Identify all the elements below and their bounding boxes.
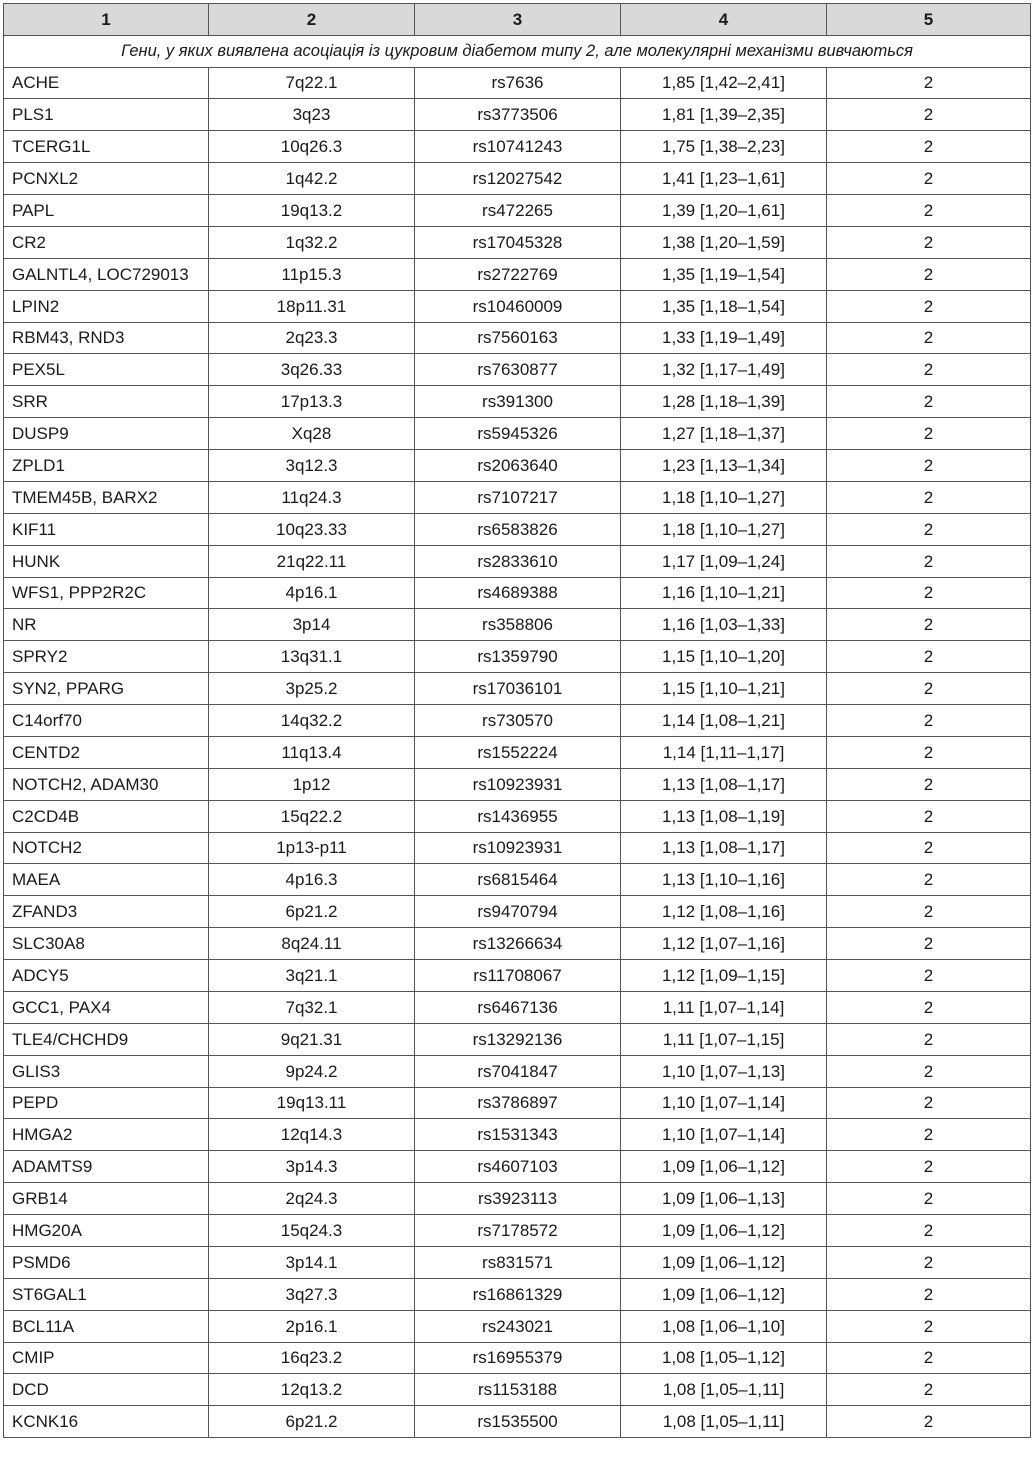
- locus-cell: 10q23.33: [209, 513, 415, 545]
- table-row: [4, 226, 1031, 258]
- evidence-level-cell: 2: [827, 1406, 1031, 1438]
- odds-ratio-cell: 1,41 [1,23–1,61]: [621, 163, 827, 195]
- snp-cell: rs10923931: [415, 832, 621, 864]
- gene-cell: SYN2, PPARG: [4, 673, 209, 705]
- snp-cell: rs6815464: [415, 864, 621, 896]
- gene-cell: CENTD2: [4, 736, 209, 768]
- odds-ratio-cell: 1,17 [1,09–1,24]: [621, 545, 827, 577]
- evidence-level-cell: 2: [827, 736, 1031, 768]
- table-row: [4, 896, 1031, 928]
- locus-cell: 19q13.11: [209, 1087, 415, 1119]
- gene-cell: MAEA: [4, 864, 209, 896]
- locus-cell: 10q26.3: [209, 131, 415, 163]
- table-body: [4, 36, 1031, 1438]
- locus-cell: 3q23: [209, 99, 415, 131]
- table-row: [4, 577, 1031, 609]
- table-row: [4, 1406, 1031, 1438]
- evidence-level-cell: 2: [827, 322, 1031, 354]
- section-title: Гени, у яких виявлена асоціація із цукровим діабетом типу 2, але молекулярні механізми вивчаються: [4, 36, 1031, 68]
- gene-cell: PAPL: [4, 195, 209, 227]
- table-row: [4, 736, 1031, 768]
- snp-cell: rs3786897: [415, 1087, 621, 1119]
- locus-cell: 11q13.4: [209, 736, 415, 768]
- gene-cell: SRR: [4, 386, 209, 418]
- evidence-level-cell: 2: [827, 577, 1031, 609]
- gene-cell: PCNXL2: [4, 163, 209, 195]
- table-row: [4, 1278, 1031, 1310]
- gene-cell: GALNTL4, LOC729013: [4, 258, 209, 290]
- snp-cell: rs5945326: [415, 418, 621, 450]
- evidence-level-cell: 2: [827, 354, 1031, 386]
- snp-cell: rs1153188: [415, 1374, 621, 1406]
- odds-ratio-cell: 1,15 [1,10–1,20]: [621, 641, 827, 673]
- gene-cell: CMIP: [4, 1342, 209, 1374]
- header-row: [4, 4, 1031, 36]
- table-row: [4, 67, 1031, 99]
- locus-cell: 15q24.3: [209, 1215, 415, 1247]
- evidence-level-cell: 2: [827, 768, 1031, 800]
- table-row: [4, 131, 1031, 163]
- odds-ratio-cell: 1,28 [1,18–1,39]: [621, 386, 827, 418]
- gene-cell: HMGA2: [4, 1119, 209, 1151]
- odds-ratio-cell: 1,13 [1,08–1,19]: [621, 800, 827, 832]
- odds-ratio-cell: 1,35 [1,19–1,54]: [621, 258, 827, 290]
- snp-cell: rs831571: [415, 1246, 621, 1278]
- odds-ratio-cell: 1,75 [1,38–2,23]: [621, 131, 827, 163]
- snp-cell: rs11708067: [415, 960, 621, 992]
- table-row: [4, 195, 1031, 227]
- column-header-3: 3: [415, 4, 621, 36]
- odds-ratio-cell: 1,09 [1,06–1,13]: [621, 1183, 827, 1215]
- locus-cell: 7q22.1: [209, 67, 415, 99]
- gene-cell: ADAMTS9: [4, 1151, 209, 1183]
- locus-cell: 2p16.1: [209, 1310, 415, 1342]
- locus-cell: 12q14.3: [209, 1119, 415, 1151]
- snp-cell: rs7560163: [415, 322, 621, 354]
- locus-cell: 4p16.3: [209, 864, 415, 896]
- table-row: [4, 673, 1031, 705]
- table-row: [4, 1151, 1031, 1183]
- evidence-level-cell: 2: [827, 513, 1031, 545]
- evidence-level-cell: 2: [827, 418, 1031, 450]
- table-row: [4, 768, 1031, 800]
- table-row: [4, 1215, 1031, 1247]
- locus-cell: 3p25.2: [209, 673, 415, 705]
- evidence-level-cell: 2: [827, 226, 1031, 258]
- odds-ratio-cell: 1,11 [1,07–1,15]: [621, 1023, 827, 1055]
- gene-cell: TCERG1L: [4, 131, 209, 163]
- gene-cell: C2CD4B: [4, 800, 209, 832]
- odds-ratio-cell: 1,16 [1,10–1,21]: [621, 577, 827, 609]
- snp-cell: rs1535500: [415, 1406, 621, 1438]
- odds-ratio-cell: 1,14 [1,08–1,21]: [621, 705, 827, 737]
- table-row: [4, 418, 1031, 450]
- snp-cell: rs2063640: [415, 450, 621, 482]
- snp-cell: rs7630877: [415, 354, 621, 386]
- gene-cell: LPIN2: [4, 290, 209, 322]
- snp-cell: rs4689388: [415, 577, 621, 609]
- column-header-4: 4: [621, 4, 827, 36]
- odds-ratio-cell: 1,81 [1,39–2,35]: [621, 99, 827, 131]
- locus-cell: 4p16.1: [209, 577, 415, 609]
- odds-ratio-cell: 1,09 [1,06–1,12]: [621, 1151, 827, 1183]
- evidence-level-cell: 2: [827, 195, 1031, 227]
- evidence-level-cell: 2: [827, 290, 1031, 322]
- table-row: [4, 1087, 1031, 1119]
- table-row: [4, 1119, 1031, 1151]
- snp-cell: rs730570: [415, 705, 621, 737]
- odds-ratio-cell: 1,33 [1,19–1,49]: [621, 322, 827, 354]
- gene-cell: HMG20A: [4, 1215, 209, 1247]
- locus-cell: 3q21.1: [209, 960, 415, 992]
- evidence-level-cell: 2: [827, 131, 1031, 163]
- evidence-level-cell: 2: [827, 832, 1031, 864]
- evidence-level-cell: 2: [827, 481, 1031, 513]
- table-row: [4, 386, 1031, 418]
- table-row: [4, 864, 1031, 896]
- odds-ratio-cell: 1,38 [1,20–1,59]: [621, 226, 827, 258]
- locus-cell: 16q23.2: [209, 1342, 415, 1374]
- evidence-level-cell: 2: [827, 960, 1031, 992]
- table-row: [4, 1342, 1031, 1374]
- evidence-level-cell: 2: [827, 1055, 1031, 1087]
- table-row: [4, 1310, 1031, 1342]
- evidence-level-cell: 2: [827, 864, 1031, 896]
- locus-cell: 3q27.3: [209, 1278, 415, 1310]
- odds-ratio-cell: 1,18 [1,10–1,27]: [621, 481, 827, 513]
- table-row: [4, 991, 1031, 1023]
- snp-cell: rs13266634: [415, 928, 621, 960]
- evidence-level-cell: 2: [827, 1278, 1031, 1310]
- gene-cell: WFS1, PPP2R2C: [4, 577, 209, 609]
- table-row: [4, 609, 1031, 641]
- snp-cell: rs7636: [415, 67, 621, 99]
- table-row: [4, 832, 1031, 864]
- evidence-level-cell: 2: [827, 641, 1031, 673]
- evidence-level-cell: 2: [827, 386, 1031, 418]
- snp-cell: rs12027542: [415, 163, 621, 195]
- gene-cell: KIF11: [4, 513, 209, 545]
- gene-cell: PSMD6: [4, 1246, 209, 1278]
- snp-cell: rs1436955: [415, 800, 621, 832]
- snp-cell: rs16861329: [415, 1278, 621, 1310]
- odds-ratio-cell: 1,15 [1,10–1,21]: [621, 673, 827, 705]
- odds-ratio-cell: 1,27 [1,18–1,37]: [621, 418, 827, 450]
- snp-cell: rs358806: [415, 609, 621, 641]
- gene-cell: SLC30A8: [4, 928, 209, 960]
- locus-cell: 3q26.33: [209, 354, 415, 386]
- gene-cell: NOTCH2, ADAM30: [4, 768, 209, 800]
- evidence-level-cell: 2: [827, 1151, 1031, 1183]
- locus-cell: 1p12: [209, 768, 415, 800]
- snp-cell: rs6583826: [415, 513, 621, 545]
- table-row: [4, 258, 1031, 290]
- odds-ratio-cell: 1,35 [1,18–1,54]: [621, 290, 827, 322]
- locus-cell: 1q32.2: [209, 226, 415, 258]
- odds-ratio-cell: 1,11 [1,07–1,14]: [621, 991, 827, 1023]
- gene-cell: DCD: [4, 1374, 209, 1406]
- snp-cell: rs1531343: [415, 1119, 621, 1151]
- odds-ratio-cell: 1,12 [1,09–1,15]: [621, 960, 827, 992]
- column-header-5: 5: [827, 4, 1031, 36]
- snp-cell: rs1552224: [415, 736, 621, 768]
- locus-cell: 17p13.3: [209, 386, 415, 418]
- odds-ratio-cell: 1,13 [1,08–1,17]: [621, 832, 827, 864]
- odds-ratio-cell: 1,08 [1,05–1,11]: [621, 1374, 827, 1406]
- odds-ratio-cell: 1,32 [1,17–1,49]: [621, 354, 827, 386]
- gene-cell: NR: [4, 609, 209, 641]
- snp-cell: rs243021: [415, 1310, 621, 1342]
- evidence-level-cell: 2: [827, 258, 1031, 290]
- table-row: [4, 545, 1031, 577]
- evidence-level-cell: 2: [827, 1183, 1031, 1215]
- evidence-level-cell: 2: [827, 1215, 1031, 1247]
- table-row: [4, 1246, 1031, 1278]
- odds-ratio-cell: 1,10 [1,07–1,14]: [621, 1119, 827, 1151]
- odds-ratio-cell: 1,13 [1,10–1,16]: [621, 864, 827, 896]
- gene-cell: ACHE: [4, 67, 209, 99]
- snp-cell: rs16955379: [415, 1342, 621, 1374]
- snp-cell: rs6467136: [415, 991, 621, 1023]
- gene-cell: DUSP9: [4, 418, 209, 450]
- table-row: [4, 354, 1031, 386]
- table-row: [4, 800, 1031, 832]
- snp-cell: rs3923113: [415, 1183, 621, 1215]
- locus-cell: 8q24.11: [209, 928, 415, 960]
- snp-cell: rs2833610: [415, 545, 621, 577]
- table-row: [4, 641, 1031, 673]
- table-row: [4, 1183, 1031, 1215]
- gene-cell: TLE4/CHCHD9: [4, 1023, 209, 1055]
- table-row: [4, 1374, 1031, 1406]
- snp-cell: rs7107217: [415, 481, 621, 513]
- odds-ratio-cell: 1,85 [1,42–2,41]: [621, 67, 827, 99]
- gene-cell: ADCY5: [4, 960, 209, 992]
- evidence-level-cell: 2: [827, 1310, 1031, 1342]
- snp-cell: rs10460009: [415, 290, 621, 322]
- locus-cell: 2q23.3: [209, 322, 415, 354]
- evidence-level-cell: 2: [827, 545, 1031, 577]
- odds-ratio-cell: 1,12 [1,08–1,16]: [621, 896, 827, 928]
- gene-cell: TMEM45B, BARX2: [4, 481, 209, 513]
- snp-cell: rs472265: [415, 195, 621, 227]
- evidence-level-cell: 2: [827, 1087, 1031, 1119]
- locus-cell: 6p21.2: [209, 1406, 415, 1438]
- locus-cell: 2q24.3: [209, 1183, 415, 1215]
- gene-cell: KCNK16: [4, 1406, 209, 1438]
- gene-association-table: [3, 3, 1031, 1438]
- gene-cell: BCL11A: [4, 1310, 209, 1342]
- gene-cell: PEX5L: [4, 354, 209, 386]
- gene-cell: GRB14: [4, 1183, 209, 1215]
- evidence-level-cell: 2: [827, 99, 1031, 131]
- snp-cell: rs7178572: [415, 1215, 621, 1247]
- table-row: [4, 322, 1031, 354]
- locus-cell: 14q32.2: [209, 705, 415, 737]
- locus-cell: 19q13.2: [209, 195, 415, 227]
- snp-cell: rs10741243: [415, 131, 621, 163]
- gene-cell: CR2: [4, 226, 209, 258]
- odds-ratio-cell: 1,18 [1,10–1,27]: [621, 513, 827, 545]
- odds-ratio-cell: 1,09 [1,06–1,12]: [621, 1246, 827, 1278]
- gene-cell: ST6GAL1: [4, 1278, 209, 1310]
- locus-cell: 9q21.31: [209, 1023, 415, 1055]
- evidence-level-cell: 2: [827, 705, 1031, 737]
- gene-cell: GLIS3: [4, 1055, 209, 1087]
- evidence-level-cell: 2: [827, 1374, 1031, 1406]
- locus-cell: 11q24.3: [209, 481, 415, 513]
- odds-ratio-cell: 1,39 [1,20–1,61]: [621, 195, 827, 227]
- gene-cell: PLS1: [4, 99, 209, 131]
- odds-ratio-cell: 1,10 [1,07–1,14]: [621, 1087, 827, 1119]
- locus-cell: 6p21.2: [209, 896, 415, 928]
- evidence-level-cell: 2: [827, 673, 1031, 705]
- locus-cell: 13q31.1: [209, 641, 415, 673]
- gene-cell: HUNK: [4, 545, 209, 577]
- gene-cell: NOTCH2: [4, 832, 209, 864]
- locus-cell: 15q22.2: [209, 800, 415, 832]
- odds-ratio-cell: 1,08 [1,05–1,12]: [621, 1342, 827, 1374]
- locus-cell: 11p15.3: [209, 258, 415, 290]
- snp-cell: rs3773506: [415, 99, 621, 131]
- locus-cell: 1q42.2: [209, 163, 415, 195]
- locus-cell: 7q32.1: [209, 991, 415, 1023]
- table-row: [4, 513, 1031, 545]
- odds-ratio-cell: 1,16 [1,03–1,33]: [621, 609, 827, 641]
- odds-ratio-cell: 1,13 [1,08–1,17]: [621, 768, 827, 800]
- locus-cell: 12q13.2: [209, 1374, 415, 1406]
- locus-cell: 3p14.1: [209, 1246, 415, 1278]
- locus-cell: 3p14.3: [209, 1151, 415, 1183]
- evidence-level-cell: 2: [827, 1246, 1031, 1278]
- locus-cell: 3q12.3: [209, 450, 415, 482]
- snp-cell: rs2722769: [415, 258, 621, 290]
- snp-cell: rs17045328: [415, 226, 621, 258]
- table-row: [4, 450, 1031, 482]
- table-row: [4, 705, 1031, 737]
- locus-cell: 9p24.2: [209, 1055, 415, 1087]
- odds-ratio-cell: 1,09 [1,06–1,12]: [621, 1215, 827, 1247]
- table-row: [4, 99, 1031, 131]
- odds-ratio-cell: 1,14 [1,11–1,17]: [621, 736, 827, 768]
- evidence-level-cell: 2: [827, 928, 1031, 960]
- table-row: [4, 163, 1031, 195]
- snp-cell: rs9470794: [415, 896, 621, 928]
- gene-cell: RBM43, RND3: [4, 322, 209, 354]
- gene-cell: SPRY2: [4, 641, 209, 673]
- evidence-level-cell: 2: [827, 163, 1031, 195]
- gene-cell: ZPLD1: [4, 450, 209, 482]
- odds-ratio-cell: 1,23 [1,13–1,34]: [621, 450, 827, 482]
- gene-cell: GCC1, PAX4: [4, 991, 209, 1023]
- locus-cell: 1p13-p11: [209, 832, 415, 864]
- snp-cell: rs391300: [415, 386, 621, 418]
- table-row: [4, 481, 1031, 513]
- gene-cell: C14orf70: [4, 705, 209, 737]
- locus-cell: Xq28: [209, 418, 415, 450]
- odds-ratio-cell: 1,10 [1,07–1,13]: [621, 1055, 827, 1087]
- snp-cell: rs4607103: [415, 1151, 621, 1183]
- locus-cell: 3p14: [209, 609, 415, 641]
- table-row: [4, 960, 1031, 992]
- snp-cell: rs13292136: [415, 1023, 621, 1055]
- evidence-level-cell: 2: [827, 1119, 1031, 1151]
- odds-ratio-cell: 1,09 [1,06–1,12]: [621, 1278, 827, 1310]
- odds-ratio-cell: 1,08 [1,06–1,10]: [621, 1310, 827, 1342]
- evidence-level-cell: 2: [827, 991, 1031, 1023]
- odds-ratio-cell: 1,12 [1,07–1,16]: [621, 928, 827, 960]
- snp-cell: rs7041847: [415, 1055, 621, 1087]
- table-row: [4, 290, 1031, 322]
- snp-cell: rs1359790: [415, 641, 621, 673]
- snp-cell: rs17036101: [415, 673, 621, 705]
- gene-cell: PEPD: [4, 1087, 209, 1119]
- gene-cell: ZFAND3: [4, 896, 209, 928]
- snp-cell: rs10923931: [415, 768, 621, 800]
- locus-cell: 21q22.11: [209, 545, 415, 577]
- locus-cell: 18p11.31: [209, 290, 415, 322]
- table-row: [4, 1023, 1031, 1055]
- column-header-1: 1: [4, 4, 209, 36]
- evidence-level-cell: 2: [827, 450, 1031, 482]
- evidence-level-cell: 2: [827, 1342, 1031, 1374]
- section-row: [4, 36, 1031, 68]
- column-header-2: 2: [209, 4, 415, 36]
- evidence-level-cell: 2: [827, 1023, 1031, 1055]
- evidence-level-cell: 2: [827, 896, 1031, 928]
- evidence-level-cell: 2: [827, 67, 1031, 99]
- odds-ratio-cell: 1,08 [1,05–1,11]: [621, 1406, 827, 1438]
- evidence-level-cell: 2: [827, 609, 1031, 641]
- evidence-level-cell: 2: [827, 800, 1031, 832]
- table-row: [4, 928, 1031, 960]
- table-row: [4, 1055, 1031, 1087]
